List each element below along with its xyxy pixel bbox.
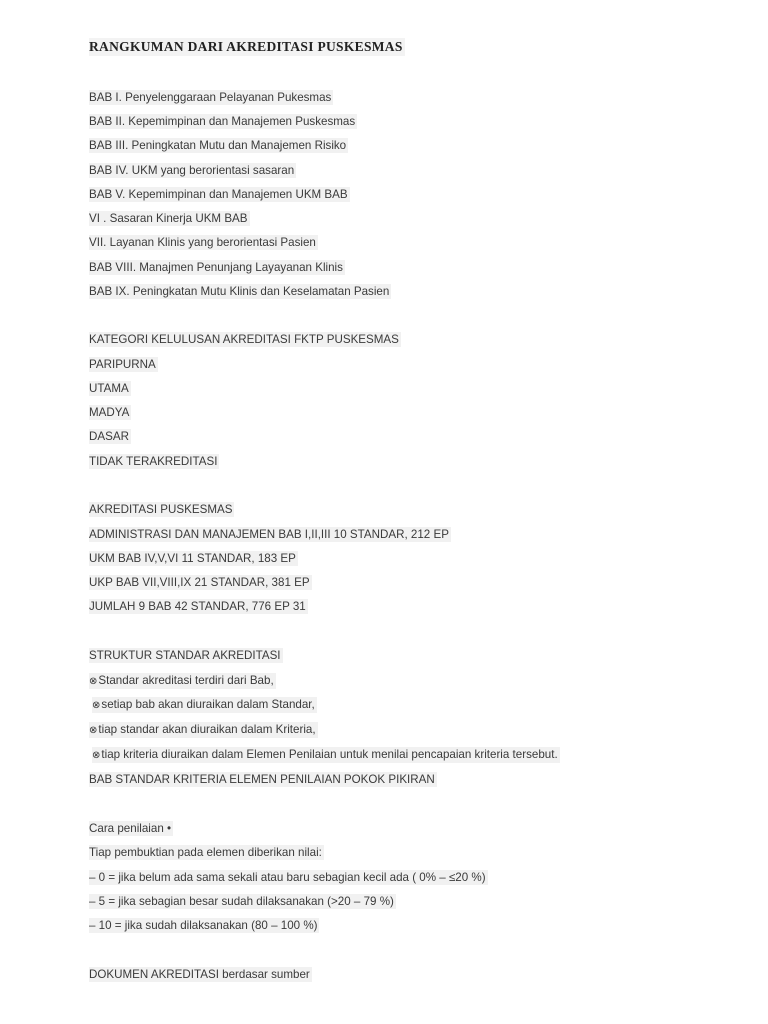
akreditasi-item-1: ADMINISTRASI DAN MANAJEMEN BAB I,II,III 10 STANDAR, 212 EP xyxy=(89,528,449,541)
bullet-circle-x-icon: ⊗ xyxy=(89,725,98,736)
bab-item-5: BAB V. Kepemimpinan dan Manajemen UKM BAB xyxy=(89,188,348,201)
dokumen-heading: DOKUMEN AKREDITASI berdasar sumber xyxy=(89,968,310,981)
akreditasi-item-3: UKP BAB VII,VIII,IX 21 STANDAR, 381 EP xyxy=(89,576,310,589)
akreditasi-item-4: JUMLAH 9 BAB 42 STANDAR, 776 EP 31 xyxy=(89,600,306,613)
penilaian-item-3: – 10 = jika sudah dilaksanakan (80 – 100 %) xyxy=(89,919,318,932)
struktur-bullet-1 xyxy=(89,673,276,689)
penilaian-intro: Tiap pembuktian pada elemen diberikan nilai: xyxy=(89,846,322,859)
bullet-circle-x-icon: ⊗ xyxy=(92,750,101,761)
bab-item-6: VI . Sasaran Kinerja UKM BAB xyxy=(89,212,248,225)
kategori-item-5: TIDAK TERAKREDITASI xyxy=(89,455,218,468)
document-title: RANGKUMAN DARI AKREDITASI PUSKESMAS xyxy=(89,39,403,54)
struktur-bullet-text: setiap bab akan diuraikan dalam Standar, xyxy=(101,698,315,711)
bab-item-1: BAB I. Penyelenggaraan Pelayanan Pukesmas xyxy=(89,91,332,104)
kategori-item-2: UTAMA xyxy=(89,382,129,395)
akreditasi-heading: AKREDITASI PUSKESMAS xyxy=(89,503,233,516)
kategori-item-4: DASAR xyxy=(89,430,129,443)
kategori-item-3: MADYA xyxy=(89,406,130,419)
kategori-heading: KATEGORI KELULUSAN AKREDITASI FKTP PUSKESMAS xyxy=(89,333,399,346)
bab-item-7: VII. Layanan Klinis yang berorientasi Pasien xyxy=(89,236,316,249)
bab-item-9: BAB IX. Peningkatan Mutu Klinis dan Keselamatan Pasien xyxy=(89,285,390,298)
bullet-circle-x-icon: ⊗ xyxy=(89,676,98,687)
struktur-bullet-2 xyxy=(92,697,317,713)
penilaian-item-1: – 0 = jika belum ada sama sekali atau baru sebagian kecil ada ( 0% – ≤20 %) xyxy=(89,871,486,884)
penilaian-heading: Cara penilaian • xyxy=(89,822,172,835)
struktur-heading: STRUKTUR STANDAR AKREDITASI xyxy=(89,649,281,662)
document-page xyxy=(89,0,749,1024)
bullet-circle-x-icon: ⊗ xyxy=(92,700,101,711)
bab-item-2: BAB II. Kepemimpinan dan Manajemen Puskesmas xyxy=(89,115,356,128)
struktur-bullet-text: tiap kriteria diuraikan dalam Elemen Penilaian untuk menilai pencapaian kriteria tersebut. xyxy=(101,748,558,761)
penilaian-item-2: – 5 = jika sebagian besar sudah dilaksanakan (>20 – 79 %) xyxy=(89,895,394,908)
struktur-bullet-4 xyxy=(92,747,560,763)
kategori-item-1: PARIPURNA xyxy=(89,358,156,371)
akreditasi-item-2: UKM BAB IV,V,VI 11 STANDAR, 183 EP xyxy=(89,552,296,565)
struktur-bullet-text: Standar akreditasi terdiri dari Bab, xyxy=(98,674,274,687)
struktur-footer: BAB STANDAR KRITERIA ELEMEN PENILAIAN POKOK PIKIRAN xyxy=(89,773,435,786)
struktur-bullet-text: tiap standar akan diuraikan dalam Kriteria, xyxy=(98,723,316,736)
struktur-bullet-3 xyxy=(89,722,318,738)
bab-item-8: BAB VIII. Manajmen Penunjang Layayanan Klinis xyxy=(89,261,343,274)
bab-item-3: BAB III. Peningkatan Mutu dan Manajemen Risiko xyxy=(89,139,347,152)
bab-item-4: BAB IV. UKM yang berorientasi sasaran xyxy=(89,164,295,177)
